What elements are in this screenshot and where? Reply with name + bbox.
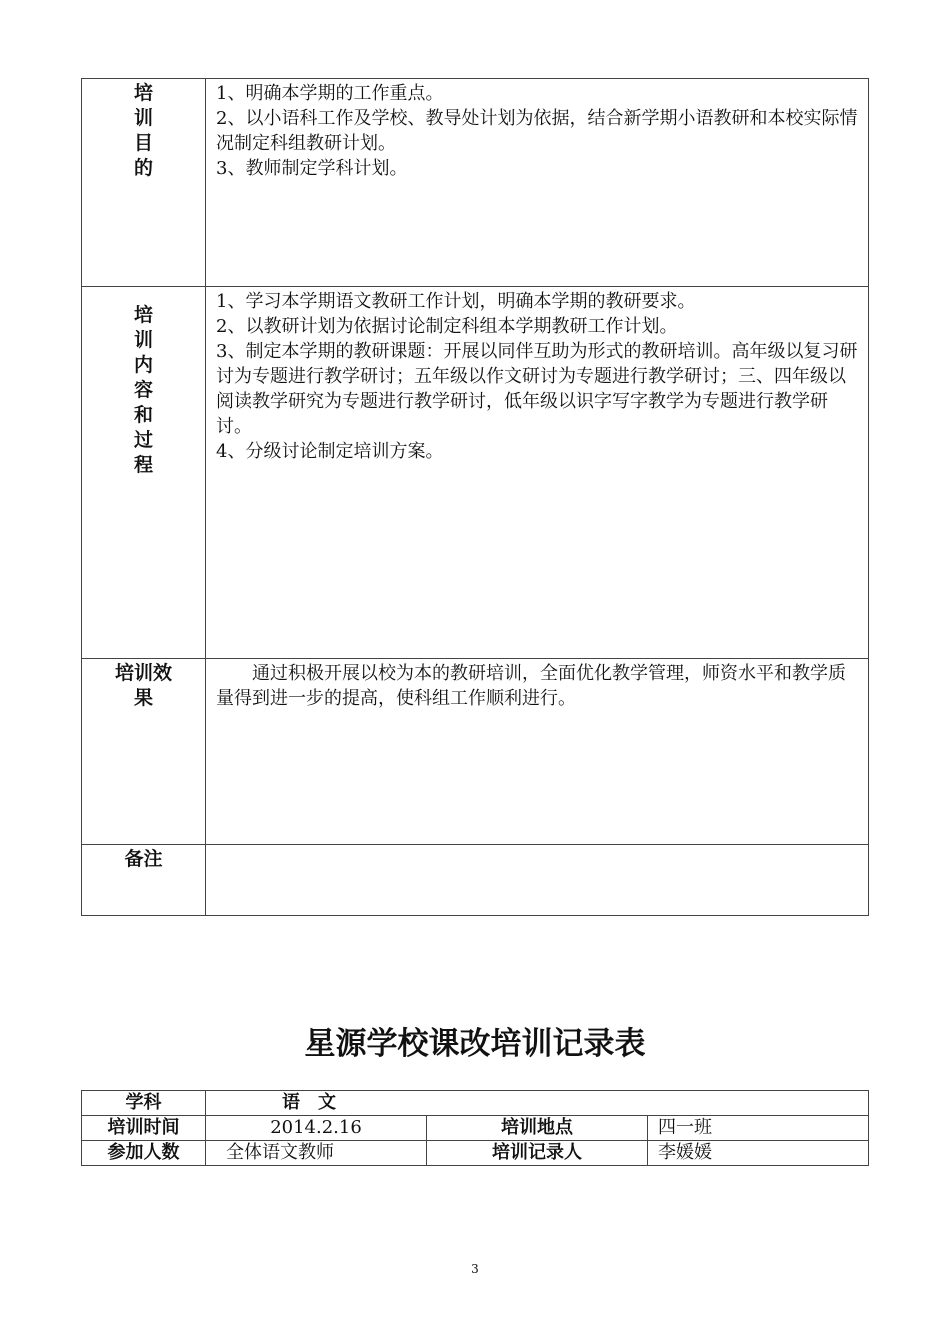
time-row bbox=[82, 1116, 869, 1141]
purpose-item: 1、明确本学期的工作重点。 bbox=[216, 83, 444, 104]
content-item: 4、分级讨论制定培训方案。 bbox=[216, 441, 444, 462]
place-label: 培训地点 bbox=[427, 1116, 648, 1141]
effect-label-line: 果 bbox=[133, 687, 153, 709]
content-row bbox=[82, 287, 869, 659]
training-record-table bbox=[81, 78, 869, 916]
purpose-item: 3、教师制定学科计划。 bbox=[216, 158, 408, 179]
time-value: 2014.2.16 bbox=[206, 1116, 427, 1141]
purpose-label-char: 的 bbox=[133, 157, 153, 179]
time-label: 培训时间 bbox=[82, 1116, 206, 1141]
purpose-label-char: 培 bbox=[133, 82, 153, 104]
purpose-label-char: 目 bbox=[133, 132, 153, 154]
purpose-label-char: 训 bbox=[133, 107, 153, 129]
purpose-content bbox=[206, 79, 869, 287]
form-title: 星源学校课改培训记录表 bbox=[304, 1026, 646, 1062]
subject-label: 学科 bbox=[82, 1091, 206, 1116]
content-item: 1、学习本学期语文教研工作计划，明确本学期的教研要求。 bbox=[216, 291, 696, 312]
info-table bbox=[81, 1090, 869, 1166]
content-label-char: 和 bbox=[133, 404, 153, 426]
purpose-item: 2、以小语科工作及学校、教导处计划为依据，结合新学期小语教研和本校实际情况制定科组教研计划。 bbox=[216, 108, 858, 154]
remarks-label: 备注 bbox=[82, 845, 206, 916]
attendees-value: 全体语文教师 bbox=[206, 1141, 427, 1166]
content-label-char: 程 bbox=[133, 454, 153, 476]
content-label-char: 内 bbox=[133, 354, 153, 376]
place-value: 四一班 bbox=[648, 1116, 869, 1141]
remarks-content bbox=[206, 845, 869, 916]
effect-content bbox=[206, 659, 869, 845]
effect-label-line: 培训效 bbox=[114, 662, 172, 684]
recorder-value: 李媛媛 bbox=[648, 1141, 869, 1166]
effect-row bbox=[82, 659, 869, 845]
attendees-label: 参加人数 bbox=[82, 1141, 206, 1166]
page-number: 3 bbox=[471, 1262, 479, 1276]
effect-label bbox=[82, 659, 206, 845]
content-label-char: 过 bbox=[133, 429, 153, 451]
content-label-char: 容 bbox=[133, 379, 153, 401]
subject-row bbox=[82, 1091, 869, 1116]
purpose-label bbox=[82, 79, 206, 287]
content-content bbox=[206, 287, 869, 659]
content-item: 3、制定本学期的教研课题：开展以同伴互助为形式的教研培训。高年级以复习研讨为专题进行教学研讨；五年级以作文研讨为专题进行教学研讨；三、四年级以阅读教学研究为专题进行教学研讨，低年级以识字写字教学为专题进行教学研讨。 bbox=[216, 341, 858, 437]
purpose-row bbox=[82, 79, 869, 287]
effect-text: 通过积极开展以校为本的教研培训，全面优化教学管理，师资水平和教学质量得到进一步的提高，使科组工作顺利进行。 bbox=[216, 663, 846, 709]
content-label-char: 培 bbox=[133, 304, 153, 326]
subject-value: 语 文 bbox=[206, 1091, 869, 1116]
recorder-label: 培训记录人 bbox=[427, 1141, 648, 1166]
remarks-row bbox=[82, 845, 869, 916]
attendees-row bbox=[82, 1141, 869, 1166]
content-label-char: 训 bbox=[133, 329, 153, 351]
content-label bbox=[82, 287, 206, 659]
content-item: 2、以教研计划为依据讨论制定科组本学期教研工作计划。 bbox=[216, 316, 678, 337]
